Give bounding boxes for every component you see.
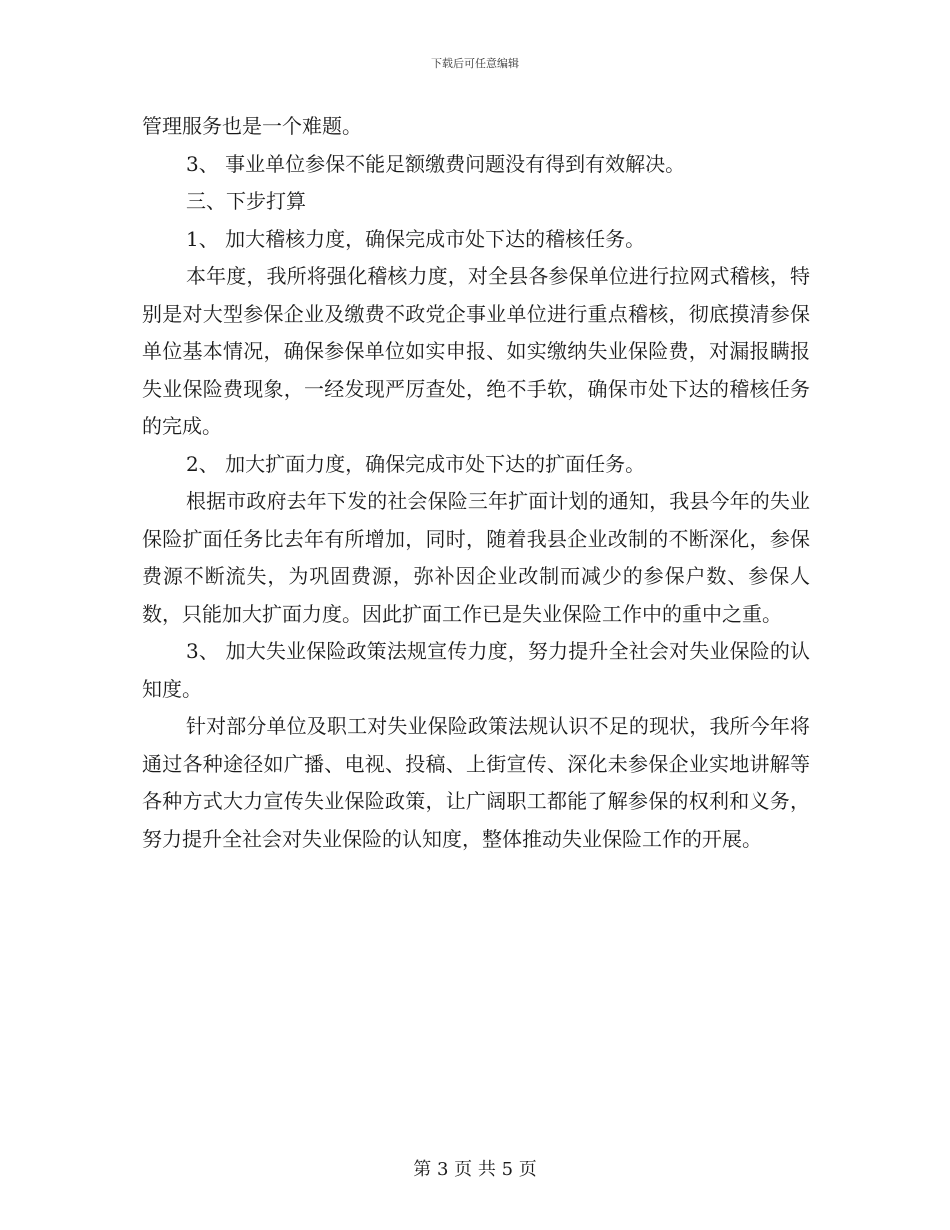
- page-number-footer: 第 3 页 共 5 页: [413, 1159, 537, 1180]
- plan-item-3-body: 针对部分单位及职工对失业保险政策法规认识不足的现状，我所今年将通过各种途径如广播、电视、投稿、上街宣传、深化未参保企业实地讲解等各种方式大力宣传失业保险政策，让广阔职工都能了解参保的权利和义务，努力提升全社会对失业保险的认知度，整体推动失业保险工作的开展。: [142, 714, 810, 851]
- paragraph-continuation: 管理服务也是一个难题。: [142, 114, 362, 138]
- paragraph-item-3-problem: 3、 事业单位参保不能足额缴费问题没有得到有效解决。: [186, 151, 686, 176]
- page-header: 下载后可任意编辑: [431, 57, 519, 70]
- document-body: [142, 108, 810, 858]
- plan-item-2-body: 根据市政府去年下发的社会保险三年扩面计划的通知，我县今年的失业保险扩面任务比去年有所增加，同时，随着我县企业改制的不断深化，参保费源不断流失，为巩固费源，弥补因企业改制而减少的参保户数、参保人数，只能加大扩面力度。因此扩面工作已是失业保险工作中的重中之重。: [142, 489, 810, 626]
- plan-item-3-heading: 3、 加大失业保险政策法规宣传力度，努力提升全社会对失业保险的认知度。: [142, 639, 810, 701]
- section-heading-next-plan: 三、下步打算: [186, 189, 306, 213]
- plan-item-2-heading: 2、 加大扩面力度，确保完成市处下达的扩面任务。: [186, 451, 646, 476]
- plan-item-1-body: 本年度，我所将强化稽核力度，对全县各参保单位进行拉网式稽核，特别是对大型参保企业及缴费不政党企事业单位进行重点稽核，彻底摸清参保单位基本情况，确保参保单位如实申报、如实缴纳失业保险费，对漏报瞒报失业保险费现象，一经发现严厉查处，绝不手软，确保市处下达的稽核任务的完成。: [142, 264, 810, 438]
- plan-item-1-heading: 1、 加大稽核力度，确保完成市处下达的稽核任务。: [186, 226, 646, 251]
